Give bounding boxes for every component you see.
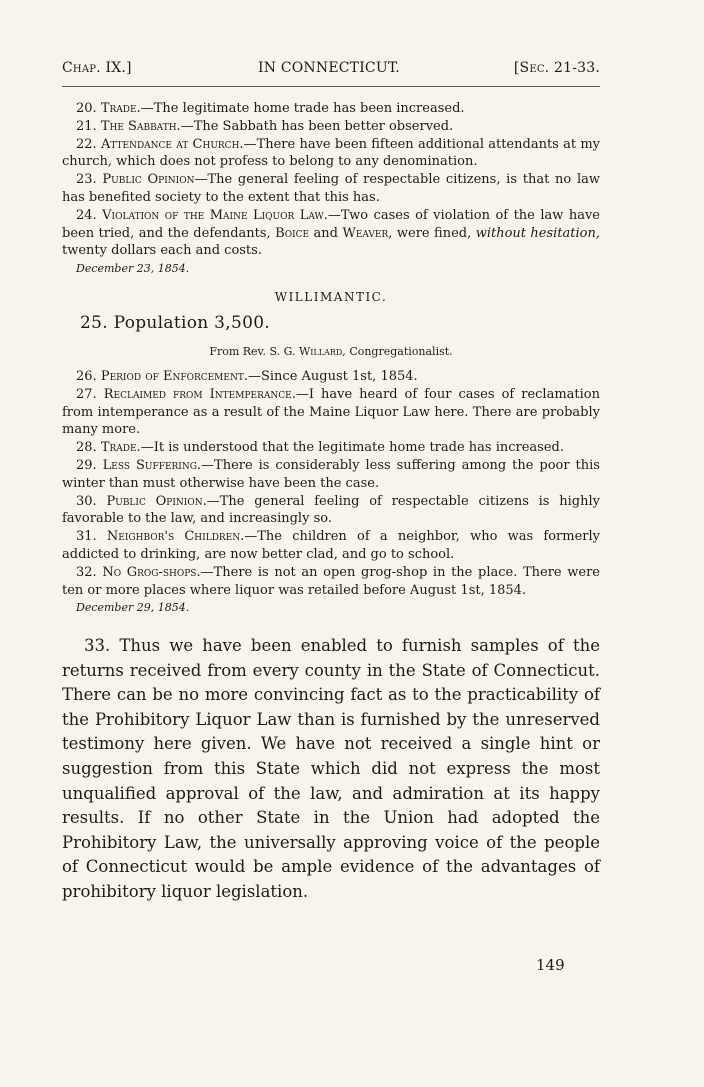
list-item: [62, 386, 600, 439]
item-text: —There have been fifteen additional attendants at my church, which does not profess to belong to any denomination.: [62, 136, 600, 170]
item-text: —The general feeling of respectable citizens, is that no law has benefited society to the extent that this has.: [62, 172, 600, 205]
defendant-name: Boice: [275, 225, 310, 241]
population-line: 25. Population 3,500.: [80, 313, 271, 333]
list-item: [62, 100, 600, 118]
item-text: —Since August 1st, 1854.: [247, 369, 418, 384]
source-line: [62, 345, 600, 358]
item-number: 28.: [76, 440, 97, 456]
conclusion-paragraph: [62, 634, 600, 905]
item-text: —It is understood that the legitimate home trade has increased.: [140, 440, 565, 456]
item-heading: Trade.: [100, 101, 141, 116]
item-number: 31.: [76, 529, 97, 545]
item-number: 32.: [76, 564, 97, 580]
item-text: —There is not an open grog-shop in the place. There were ten or more places where liquor was retailed before August 1st, 1854.: [62, 564, 600, 598]
item-heading: Attendance at Church.: [100, 136, 244, 152]
item-text: —I have heard of four cases of reclamation from intemperance as a result of the Maine Liquor Law here. There are probably many more.: [62, 386, 600, 438]
source-suffix: Congregationalist.: [349, 345, 453, 358]
list-item: [62, 136, 600, 172]
list-item: [62, 564, 600, 600]
top-testimony: [62, 100, 600, 278]
item-emphasis: without hesitation,: [475, 225, 601, 241]
item-heading: The Sabbath.: [100, 118, 181, 134]
item-number: 29.: [76, 457, 97, 473]
list-item: [62, 439, 600, 457]
list-item: [62, 457, 600, 493]
item-number: 20.: [76, 101, 97, 116]
item-heading: Less Suffering.: [102, 457, 202, 473]
date-line: December 29, 1854.: [76, 601, 190, 615]
item-text: —The children of a neighbor, who was formerly addicted to drinking, are now better clad, and go to school.: [62, 529, 600, 562]
item-heading: No Grog-shops.: [102, 564, 201, 580]
page-number: 149: [536, 956, 565, 974]
item-number: 26.: [76, 369, 97, 384]
list-item: [62, 493, 600, 529]
item-text: —The Sabbath has been better observed.: [180, 118, 454, 134]
date-line: December 23, 1854.: [76, 262, 190, 276]
header-section: [Sec. 21-33.: [513, 60, 600, 76]
item-text: —There is considerably less suffering among the poor this winter than must otherwise have been the case.: [62, 457, 600, 491]
defendant-name: Weaver,: [342, 225, 393, 241]
bottom-testimony: [62, 368, 600, 617]
header-rule: [62, 86, 600, 87]
item-text: —The general feeling of respectable citizens is highly favorable to the law, and increasingly so.: [62, 493, 600, 527]
source-prefix: From Rev. S. G.: [209, 345, 296, 358]
item-heading: Violation of the Maine Liquor Law.: [102, 207, 328, 223]
item-text: and: [313, 225, 338, 241]
item-number: 23.: [76, 172, 97, 188]
item-number: 21.: [76, 118, 97, 134]
place-heading: WILLIMANTIC.: [274, 290, 388, 304]
item-number: 27.: [76, 386, 97, 402]
header-title: IN CONNECTICUT.: [258, 60, 400, 76]
item-text: —The legitimate home trade has been increased.: [140, 101, 465, 116]
item-heading: Reclaimed from Intemperance.: [103, 386, 296, 402]
header-chapter: Chap. IX.]: [62, 60, 132, 76]
item-heading: Public Opinion.: [106, 493, 207, 509]
list-item: [62, 207, 600, 260]
source-name: Willard,: [299, 345, 346, 358]
list-item: [62, 368, 600, 386]
conclusion-text: 33. Thus we have been enabled to furnish samples of the returns received from every county in the State of Connecticut. There can be no more convincing fact as to the practicability of the Prohibitory Liquor Law than is furnished by the unreserved testimony here given. We have not received a single hint or suggestion from this State which did not express the most unqualified approval of the law, and admiration at its happy results. If no other State in the Union had adopted the Prohibitory Law, the universally approving voice of the people of Connecticut would be ample evidence of the advantages of prohibitory liquor legislation.: [62, 636, 600, 901]
item-number: 30.: [76, 493, 97, 509]
item-text: twenty dollars each and costs.: [62, 243, 262, 259]
item-text: —Two cases of violation of the law have been tried, and the defendants,: [62, 207, 600, 241]
item-heading: Neighbor's Children.: [106, 529, 245, 545]
item-text: were fined,: [396, 225, 472, 241]
item-heading: Period of Enforcement.: [100, 369, 248, 384]
item-heading: Public Opinion: [102, 172, 195, 188]
list-item: [62, 118, 600, 136]
list-item: [62, 528, 600, 564]
item-number: 22.: [76, 136, 97, 152]
list-item: [62, 171, 600, 207]
item-number: 24.: [76, 207, 97, 223]
item-heading: Trade.: [100, 440, 141, 456]
